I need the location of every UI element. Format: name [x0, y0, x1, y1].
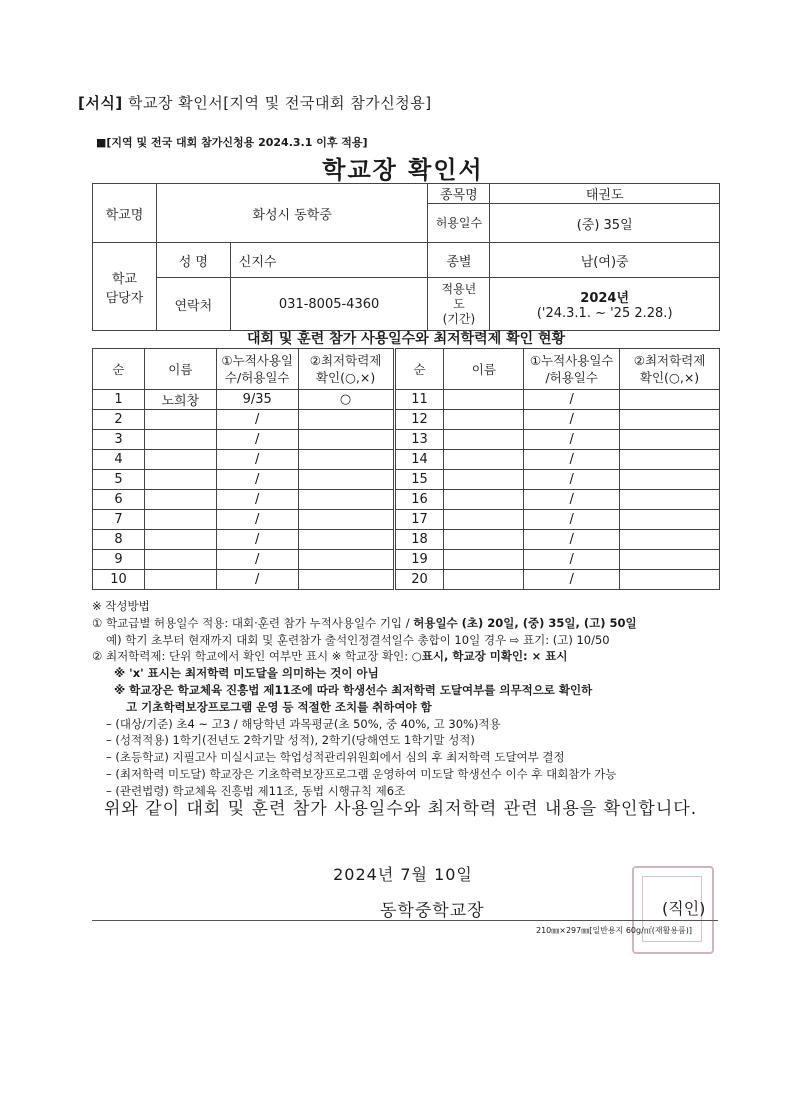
table-row [93, 550, 720, 570]
row-name [144, 490, 216, 510]
records-body [93, 390, 720, 590]
row-name [144, 430, 216, 450]
note-line [92, 615, 722, 632]
col-days-2-line1: ①누적사용일수 [529, 353, 614, 368]
row-check-2 [620, 410, 720, 430]
table-row [93, 510, 720, 530]
period-year: 2024년 [580, 291, 630, 306]
row-name [144, 450, 216, 470]
row-no: 9 [93, 550, 145, 570]
col-days-2-line2: /허용일수 [545, 370, 598, 385]
allowed-days-label: 허용일수 [428, 204, 490, 243]
row-check [298, 550, 394, 570]
event-label: 종목명 [428, 184, 490, 204]
table-row [93, 530, 720, 550]
records-title: 대회 및 훈련 참가 사용일수와 최저학력제 확인 현황 [246, 331, 566, 347]
bottom-rule [92, 920, 718, 921]
period-range: ('24.3.1. ~ '25 2.28.) [536, 306, 673, 321]
row-check-2 [620, 450, 720, 470]
row-check [298, 450, 394, 470]
row-no-2: 17 [394, 510, 444, 530]
row-name [144, 470, 216, 490]
col-academic [298, 349, 394, 390]
row-name-2 [444, 550, 524, 570]
row-check [298, 490, 394, 510]
row-name-2 [444, 430, 524, 450]
table-row [93, 450, 720, 470]
row-name-2 [444, 490, 524, 510]
row-no-2: 16 [394, 490, 444, 510]
row-name-2 [444, 390, 524, 410]
event-value: 태권도 [490, 184, 720, 204]
row-name-2 [444, 530, 524, 550]
row-days-2: / [524, 550, 620, 570]
row-check [298, 430, 394, 450]
table-row [93, 490, 720, 510]
school-info-table [92, 183, 720, 331]
row-no-2: 15 [394, 470, 444, 490]
subheading: ■[지역 및 전국 대회 참가신청용 2024.3.1 이후 적용] [96, 136, 368, 149]
period-label-line2: 도 [453, 296, 465, 311]
form-tag: [서식] [78, 94, 123, 112]
row-no-2: 20 [394, 570, 444, 590]
note-line: – (최저학력 미도달) 학교장은 기초학력보장프로그램 운영하여 미도달 학생선수 이수 후 대회참가 가능 [106, 766, 617, 781]
note-line: – (대상/기준) 초4 ~ 고3 / 해당학년 과목평균(초 50%, 중 40%, 고 30%)적용 [106, 716, 501, 731]
type-label: 종별 [428, 243, 490, 278]
document-title: 학교장 확인서 [322, 156, 484, 184]
row-no-2: 13 [394, 430, 444, 450]
row-no: 4 [93, 450, 145, 470]
row-check-2 [620, 390, 720, 410]
paper-spec: 210㎜×297㎜[일반용지 60g/㎡(재활용품)] [536, 926, 693, 935]
school-value: 화성시 동학중 [156, 184, 428, 243]
period-label [428, 278, 490, 331]
row-days-2: / [524, 390, 620, 410]
note-line [92, 648, 722, 665]
row-check [298, 570, 394, 590]
row-no-2: 11 [394, 390, 444, 410]
row-no: 8 [93, 530, 145, 550]
table-row [93, 470, 720, 490]
row-days: 9/35 [216, 390, 298, 410]
contact-label: 연락처 [156, 278, 230, 331]
row-name-2 [444, 470, 524, 490]
row-no: 5 [93, 470, 145, 490]
confirmation-text: 위와 같이 대회 및 훈련 참가 사용일수와 최저학력 관련 내용을 확인합니다. [104, 799, 698, 819]
row-days-2: / [524, 530, 620, 550]
issue-date: 2024년 7월 10일 [333, 865, 473, 884]
manager-label-line2: 담당자 [105, 290, 144, 306]
row-no: 7 [93, 510, 145, 530]
col-name: 이름 [144, 349, 216, 390]
note-bold: 허용일수 (초) 20일, (중) 35일, (고) 50일 [413, 615, 637, 630]
col-days-line1: ①누적사용일 [221, 353, 294, 368]
row-name-2 [444, 450, 524, 470]
row-days-2: / [524, 490, 620, 510]
allowed-days-value: (중) 35일 [490, 204, 720, 243]
row-days-2: / [524, 430, 620, 450]
row-name [144, 550, 216, 570]
col-no-2: 순 [394, 349, 444, 390]
note-line: – (초등학교) 지필고사 미실시교는 학업성적관리위원회에서 심의 후 최저학력 도달여부 결정 [106, 750, 565, 765]
table-row [93, 410, 720, 430]
note-line: – (관련법령) 학교체육 진흥법 제11조, 동법 시행규칙 제6조 [106, 783, 406, 798]
form-title: 학교장 확인서[지역 및 전국대회 참가신청용] [127, 94, 432, 112]
row-check-2 [620, 510, 720, 530]
note-line: – (성적적용) 1학기(전년도 2학기말 성적), 2학기(당해연도 1학기말 성적) [106, 733, 475, 748]
note-line: ※ 'x' 표시는 최저학력 미도달을 의미하는 것이 아님 [114, 666, 379, 681]
row-check [298, 530, 394, 550]
row-name [144, 410, 216, 430]
row-days: / [216, 570, 298, 590]
row-days: / [216, 550, 298, 570]
row-no: 2 [93, 410, 145, 430]
row-name [144, 530, 216, 550]
row-check-2 [620, 470, 720, 490]
manager-label-line1: 학교 [111, 271, 137, 287]
col-name-2: 이름 [444, 349, 524, 390]
records-table [92, 348, 720, 590]
period-label-line3: (기간) [442, 311, 476, 326]
col-academic-2-line2: 확인(○,×) [639, 370, 700, 385]
row-name [144, 570, 216, 590]
col-days-2 [524, 349, 620, 390]
school-label: 학교명 [93, 184, 157, 243]
row-days-2: / [524, 470, 620, 490]
col-days [216, 349, 298, 390]
row-days: / [216, 470, 298, 490]
row-days: / [216, 510, 298, 530]
row-name: 노희창 [144, 390, 216, 410]
row-no: 1 [93, 390, 145, 410]
row-days: / [216, 450, 298, 470]
row-days: / [216, 430, 298, 450]
row-no: 3 [93, 430, 145, 450]
note-line: 고 기초학력보장프로그램 운영 등 적절한 조치를 취하여야 함 [126, 699, 432, 714]
row-name [144, 510, 216, 530]
row-check-2 [620, 430, 720, 450]
note-bold: ○표시, 학교장 미확인: × 표시 [411, 649, 568, 664]
signer-name: 동학중학교장 [380, 901, 485, 921]
form-header [78, 92, 432, 113]
col-days-line2: 수/허용일수 [224, 370, 290, 385]
period-label-line1: 적용년 [441, 281, 477, 296]
table-row [93, 570, 720, 590]
row-check [298, 470, 394, 490]
name-label: 성 명 [156, 243, 230, 278]
note-line: 예) 학기 초부터 현재까지 대회 및 훈련참가 출석인정결석일수 총합이 10일 경우 ⇨ 표기: (고) 10/50 [106, 632, 610, 647]
row-name-2 [444, 510, 524, 530]
note-text: ② 최저학력제: 단위 학교에서 확인 여부만 표시 ※ 학교장 확인: [92, 649, 412, 664]
table-row [93, 430, 720, 450]
col-academic-2-line1: ②최저학력제 [633, 353, 706, 368]
type-value: 남(여)중 [490, 243, 720, 278]
row-days-2: / [524, 510, 620, 530]
note-line: ※ 학교장은 학교체육 진흥법 제11조에 따라 학생선수 최저학력 도달여부를 의무적으로 확인하 [114, 682, 593, 697]
row-no-2: 18 [394, 530, 444, 550]
row-check-2 [620, 530, 720, 550]
row-check-2 [620, 490, 720, 510]
row-name-2 [444, 570, 524, 590]
col-no: 순 [93, 349, 145, 390]
row-check-2 [620, 550, 720, 570]
notes-heading: ※ 작성방법 [92, 599, 150, 613]
row-no: 6 [93, 490, 145, 510]
row-days: / [216, 530, 298, 550]
col-academic-line1: ②최저학력제 [309, 353, 382, 368]
row-check [298, 510, 394, 530]
row-check: ○ [298, 390, 394, 410]
row-days: / [216, 410, 298, 430]
contact-value: 031-8005-4360 [230, 278, 428, 331]
manager-label [93, 243, 157, 331]
row-name-2 [444, 410, 524, 430]
col-academic-line2: 확인(○,×) [315, 370, 376, 385]
table-row [93, 390, 720, 410]
row-days-2: / [524, 450, 620, 470]
seal-label: (직인) [662, 899, 706, 918]
row-no-2: 12 [394, 410, 444, 430]
row-no-2: 14 [394, 450, 444, 470]
col-academic-2 [620, 349, 720, 390]
row-no: 10 [93, 570, 145, 590]
row-days-2: / [524, 410, 620, 430]
period-value [490, 278, 720, 331]
row-check [298, 410, 394, 430]
name-value: 신지수 [230, 243, 428, 278]
row-no-2: 19 [394, 550, 444, 570]
records-header-row [93, 349, 720, 390]
row-days: / [216, 490, 298, 510]
instructions [92, 598, 722, 800]
row-days-2: / [524, 570, 620, 590]
note-text: ① 학교급별 허용일수 적용: 대회·훈련 참가 누적사용일수 기입 / [92, 615, 414, 630]
row-check-2 [620, 570, 720, 590]
